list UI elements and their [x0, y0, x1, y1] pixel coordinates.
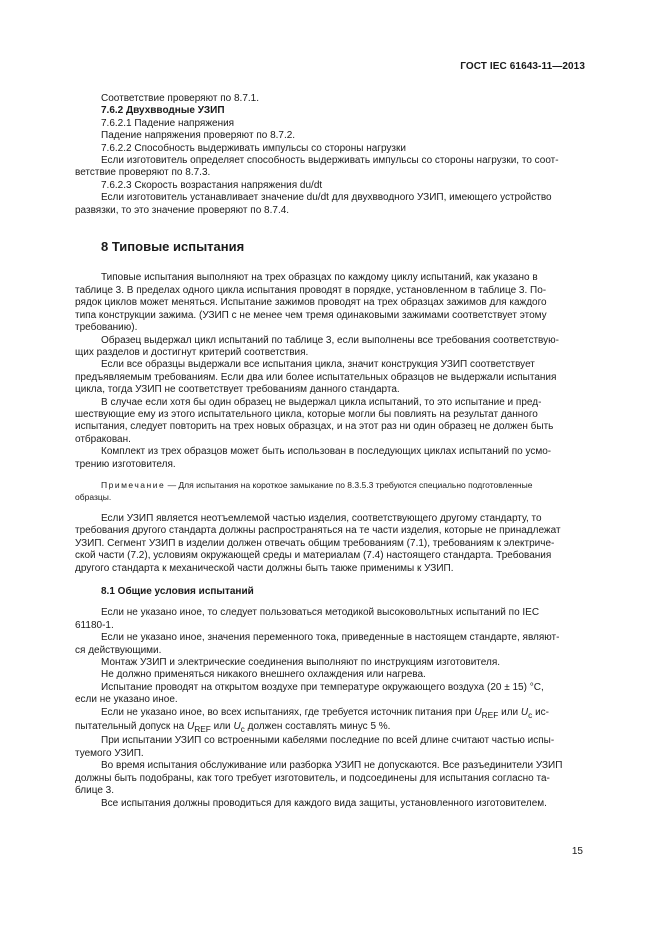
text-line: Все испытания должны проводиться для каждого вида защиты, установленного изготовителем.	[101, 797, 547, 809]
symbol-u: U	[186, 721, 195, 733]
subsection-heading-7-6-2: 7.6.2 Двухвводные УЗИП	[101, 105, 225, 117]
standard-designation: ГОСТ IEC 61643-11—2013	[460, 61, 585, 72]
subscript-ref: REF	[481, 709, 499, 720]
paragraph	[75, 735, 583, 760]
note-line	[75, 479, 583, 491]
text-span: или	[498, 706, 521, 718]
text-line: щих разделов и достигнут критерий соответствия.	[75, 346, 309, 358]
text-line: ся действующими.	[75, 644, 162, 656]
text-line	[75, 721, 583, 735]
text-line: Если изготовитель устанавливает значение du/dt для двухвводного УЗИП, имеющего устройство	[101, 192, 552, 204]
text-line: Образец выдержал цикл испытаний по таблице 3, если выполнены все требования соответствую-	[101, 334, 559, 346]
text-line: Если не указано иное, то следует пользоваться методикой высоковольтных испытаний по IEC	[101, 607, 540, 619]
section-heading-8: 8 Типовые испытания	[101, 239, 245, 255]
paragraph	[75, 359, 583, 396]
paragraph	[75, 607, 583, 632]
text-line: Типовые испытания выполняют на трех образцах по каждому циклу испытаний, как указано в	[101, 272, 538, 284]
paragraph	[75, 632, 583, 657]
text-line: ской части (7.2), условиям окружающей среды и материалам (7.4) настоящего стандарта. Требования	[75, 550, 552, 562]
page-body	[75, 93, 583, 810]
paragraph	[75, 446, 583, 471]
text-line: Соответствие проверяют по 8.7.1.	[101, 93, 259, 104]
text-line: испытания, следует повторить на трех новых образцах, и на этот раз ни один образец не должен быть	[75, 421, 554, 433]
text-line: Комплект из трех образцов может быть использован в последующих циклах испытаний по усмо-	[101, 446, 552, 458]
text-line: цикла, тогда УЗИП не соответствует требованиям данного стандарта.	[75, 384, 400, 396]
text-line: отбракован.	[75, 433, 131, 445]
text-span: или	[210, 721, 234, 733]
text-line: типа конструкции зажима. (УЗИП с не менее чем тремя одинаковыми зажимами соответствует этому	[75, 309, 547, 321]
text-span: Если не указано иное, во всех испытаниях, где требуется источник питания при	[101, 706, 475, 718]
clause-7-6-2-2: 7.6.2.2 Способность выдерживать импульсы со стороны нагрузки	[101, 142, 406, 154]
clause-7-6-2-1: 7.6.2.1 Падение напряжения	[101, 117, 235, 129]
note-line: образцы.	[75, 491, 112, 502]
text-line: Во время испытания обслуживание или разборка УЗИП не допускаются. Все разъединители УЗИП	[101, 760, 563, 772]
note-text: — Для испытания на короткое замыкание по 8.3.5.3 требуются специально подготовленные	[165, 479, 533, 490]
text-line: Если все образцы выдержали все испытания цикла, значит конструкция УЗИП соответствует	[101, 359, 535, 371]
paragraph	[75, 272, 583, 334]
text-line: Если изготовитель определяет способность выдерживать импульсы со стороны нагрузки, то соот-	[101, 155, 559, 167]
clause-7-6-2-3: 7.6.2.3 Скорость возрастания напряжения du/dt	[101, 179, 323, 191]
text-line: Если УЗИП является неотъемлемой частью изделия, соответствующего другому стандарту, то	[101, 512, 542, 524]
text-line: При испытании УЗИП со встроенными кабелями последние по всей длине считают частью испы-	[101, 735, 555, 747]
text-line: другого стандарта к механической части должны быть также применимы к УЗИП.	[75, 562, 454, 574]
symbol-u: U	[520, 706, 529, 718]
text-line: туемого УЗИП.	[75, 747, 144, 759]
text-line: развязки, то это значение проверяют по 8.7.4.	[75, 204, 290, 216]
text-line: Если не указано иное, значения переменного тока, приведенные в настоящем стандарте, являют-	[101, 632, 560, 644]
text-line: шествующие ему из этого испытательного цикла, которые могли бы повлиять на результат данного	[75, 408, 538, 420]
paragraph	[75, 760, 583, 797]
note-label: Примечание	[101, 479, 166, 490]
subscript-ref: REF	[194, 724, 211, 735]
text-line: Монтаж УЗИП и электрические соединения выполняют по инструкциям изготовителя.	[101, 657, 501, 669]
text-line: Падение напряжения проверяют по 8.7.2.	[101, 130, 296, 142]
note	[75, 479, 583, 503]
text-line: В случае если хотя бы один образец не выдержал цикла испытаний, то это испытание и пред-	[101, 396, 542, 408]
text-line: рядок циклов может меняться. Испытание зажимов проводят на трех образцах зажимов для каждого	[75, 297, 547, 309]
text-span: пытательный допуск на	[75, 721, 187, 733]
text-span: должен составлять минус 5 %.	[244, 721, 391, 733]
text-line: таблице 3. В пределах одного цикла испытания проводят в порядке, установленном в таблице 3. По-	[75, 284, 547, 296]
page-number: 15	[571, 846, 583, 857]
text-line	[75, 707, 583, 721]
paragraph	[75, 682, 583, 707]
paragraph	[75, 707, 583, 736]
text-line: требования другого стандарта должны распространяться на те части изделия, которые не принадлежат	[75, 525, 561, 537]
text-line: УЗИП. Сегмент УЗИП в изделии должен отвечать общим требованиям (7.1), требованиям к электриче-	[75, 537, 555, 549]
paragraph	[75, 335, 583, 360]
text-line: должны быть подобраны, как того требует изготовитель, и подсоединены для испытания согласно та-	[75, 772, 550, 784]
text-line: Испытание проводят на открытом воздухе при температуре окружающего воздуха (20 ± 15) °С,	[101, 681, 544, 693]
text-line: блице 3.	[75, 785, 114, 797]
subscript-c: c	[528, 709, 533, 720]
symbol-u: U	[474, 706, 482, 718]
text-span: ис-	[532, 706, 550, 718]
paragraph	[75, 513, 583, 575]
paragraph	[75, 397, 583, 447]
text-line: трению изготовителя.	[75, 458, 176, 470]
text-line: ветствие проверяют по 8.7.3.	[75, 167, 211, 179]
text-line: требованию).	[75, 322, 138, 334]
text-line: если не указано иное.	[75, 694, 178, 706]
text-line: предъявляемым требованиям. Если два или более испытательных образцов не выдержали испытания	[75, 371, 557, 383]
subscript-c: c	[240, 724, 245, 735]
symbol-u: U	[233, 721, 241, 733]
text-line: 61180-1.	[75, 619, 114, 631]
subsection-heading-8-1: 8.1 Общие условия испытаний	[101, 586, 254, 597]
text-line: Не должно применяться никакого внешнего охлаждения или нагрева.	[101, 669, 426, 681]
